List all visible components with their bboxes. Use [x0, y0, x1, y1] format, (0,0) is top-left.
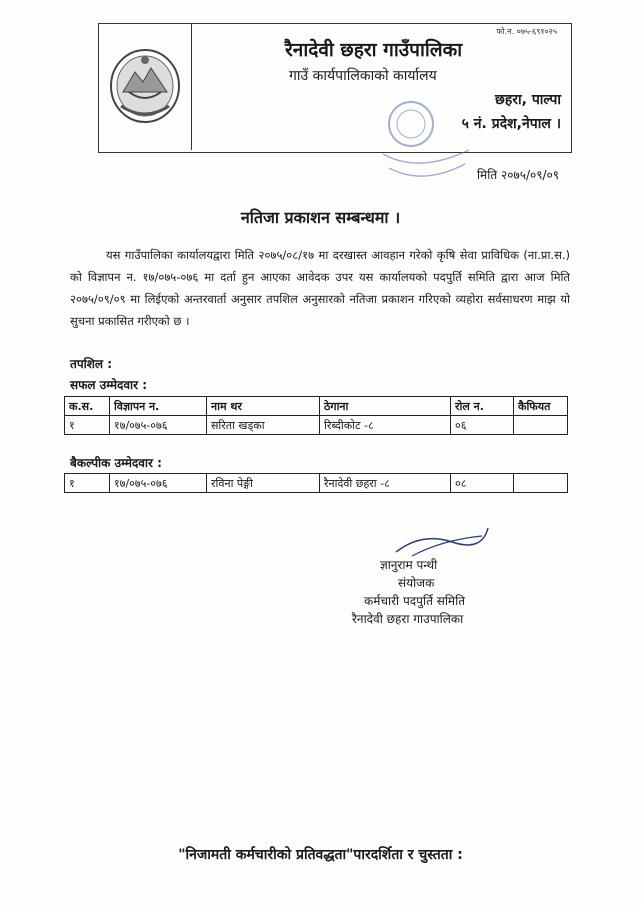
cell-address: रैनादेवी छहरा -८: [320, 474, 451, 493]
col-name: नाम थर: [207, 397, 320, 416]
subject-heading: नतिजा प्रकाशन सम्बन्धमा ।: [240, 208, 401, 227]
logo-cell: [99, 24, 192, 150]
cell-name: सरिता खड्का: [207, 416, 320, 435]
committee-name: कर्मचारी पदपुर्ति समिति: [364, 594, 466, 608]
phone-number: फो.न. ०७५-६९१०२५: [496, 27, 557, 36]
address-line-1: छहरा, पाल्पा: [495, 92, 561, 108]
col-roll: रोल न.: [451, 397, 514, 416]
nepal-emblem-icon: [107, 46, 183, 126]
col-remarks: कैफियत: [514, 397, 568, 416]
cell-sn: १: [65, 416, 110, 435]
successful-label: सफल उम्मेदवार :: [70, 378, 148, 392]
org-name: रैनादेवी छहरा गाउँपालिका: [285, 39, 463, 61]
signatory-name: ज्ञानुराम पन्थी: [380, 558, 438, 572]
slogan: "निजामती कर्मचारीको प्रतिवद्धता"पारदर्शिता र चुस्तता :: [178, 847, 463, 863]
cell-ad-no: १७/०७५-०७६: [110, 474, 207, 493]
signatory-org: रैनादेवी छहरा गाउपालिका: [352, 612, 464, 626]
address-line-2: ५ नं. प्रदेश,नेपाल ।: [461, 116, 561, 132]
office-name: गाउँ कार्यपालिकाको कार्यालय: [289, 68, 437, 84]
cell-sn: १: [65, 474, 110, 493]
details-label: तपशिल :: [70, 357, 113, 371]
col-sn: क.स.: [65, 397, 110, 416]
letterhead: [98, 23, 572, 153]
office-stamp-icon: [369, 94, 479, 194]
cell-remarks: [514, 416, 568, 435]
col-ad-no: विज्ञापन न.: [110, 397, 207, 416]
alternate-label: बैकल्पीक उम्मेदवार :: [70, 456, 162, 470]
signatory-role: संयोजक: [398, 576, 435, 590]
body-paragraph: यस गाउँपालिका कार्यालयद्वारा मिति २०७५/०८/१७ मा दरखास्त आवहान गरेको कृषि सेवा प्राविधिक (ना.प्रा.स.) को विज्ञापन न. १७/०७५-०७६ मा दर्ता हुन आएका आवेदक उपर यस कार्यालयको पदपुर्ति समिति द्वारा आज मिति २०७५/०९/०९ मा लिईएको अन्तरवार्ता अनुसार तपशिल अनुसारको नतिजा प्रकाशन गरिएको व्यहोरा सर्वसाधरण माझ यो सुचना प्रकासित गरीएको छ ।: [70, 248, 570, 328]
successful-table: [64, 396, 568, 435]
table-row: [65, 416, 568, 435]
cell-remarks: [514, 474, 568, 493]
table-header-row: [65, 397, 568, 416]
alternate-table: [64, 473, 568, 493]
col-address: ठेगाना: [320, 397, 451, 416]
cell-roll: ०६: [451, 416, 514, 435]
table-row: [65, 474, 568, 493]
cell-name: रविना पेङ्गी: [207, 474, 320, 493]
cell-roll: ०८: [451, 474, 514, 493]
cell-ad-no: १७/०७५-०७६: [110, 416, 207, 435]
cell-address: रिब्दीकोट -८: [320, 416, 451, 435]
date-line: मिति २०७५/०९/०९: [476, 168, 559, 182]
